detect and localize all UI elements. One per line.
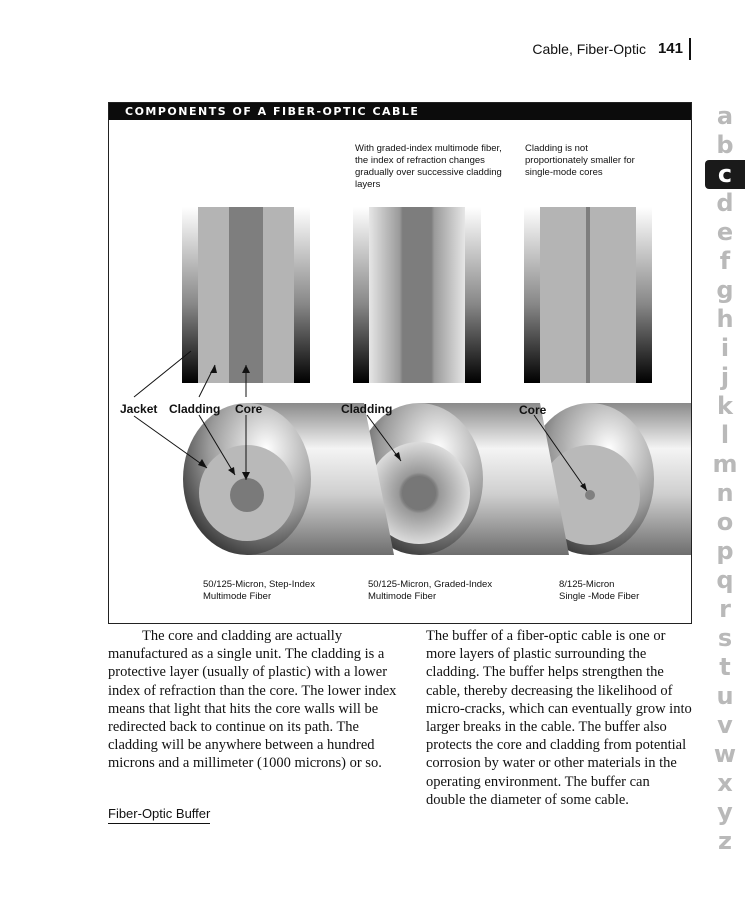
graded-index-caption: With graded-index multimode fiber, the index of refraction changes gradually over successive cladding layers (355, 143, 502, 190)
thumb-letter-p: p (716, 537, 734, 565)
thumb-letter-h: h (716, 305, 734, 333)
running-head-title: Cable, Fiber-Optic (532, 41, 646, 57)
single-mode-core-label: Core (519, 403, 547, 417)
graded-index-fiber-caption: 50/125-Micron, Graded-Index Multimode Fiber (368, 579, 493, 602)
alphabet-thumb-index (705, 102, 745, 856)
right-column (426, 627, 692, 809)
thumb-letter-d: d (716, 189, 734, 217)
body-paragraph-left: The core and cladding are actually manufactured as a single unit. The cladding is a protective layer (usually of plastic) with a lower index of refraction than the core. The lower index means that light that hits the core walls will be redirected back to continue on its path. The cladding will be anywhere between a hundred microns and a millimeter (1000 microns) or so. (108, 628, 397, 772)
running-head (532, 38, 691, 60)
body-paragraph-right: The buffer of a fiber-optic cable is one or more layers of plastic surrounding the cladding. The buffer helps strengthen the cable, thereby decreasing the likelihood of micro-cracks, which can eventually grow into larger breaks in the cable. The buffer also protects the core and cladding from potential corrosion by water or other materials in the operating environment. The buffer can double the diameter of some cable. (426, 628, 692, 808)
thumb-letter-t: t (719, 653, 731, 681)
thumb-letter-z: z (718, 827, 732, 855)
thumb-letter-k: k (717, 392, 733, 420)
thumb-letter-u: u (716, 682, 734, 710)
thumb-letter-q: q (716, 566, 734, 594)
figure-title: COMPONENTS OF A FIBER-OPTIC CABLE (109, 103, 691, 120)
thumb-letter-r: r (719, 595, 731, 623)
step-index-fiber-caption: 50/125-Micron, Step-Index Multimode Fiber (203, 579, 315, 602)
cladding-label: Cladding (169, 402, 221, 416)
thumb-letter-g: g (716, 276, 734, 304)
thumb-letter-w: w (713, 740, 737, 768)
thumb-letter-y: y (717, 798, 733, 826)
thumb-letter-j: j (720, 363, 730, 391)
fiber-optic-figure (108, 102, 692, 624)
thumb-letter-v: v (717, 711, 733, 739)
single-mode-fiber-caption: 8/125-Micron Single -Mode Fiber (559, 579, 640, 602)
page-number: 141 (658, 38, 691, 60)
thumb-letter-i: i (720, 334, 730, 362)
thumb-letter-x: x (717, 769, 733, 797)
thumb-letter-e: e (716, 218, 734, 246)
thumb-letter-f: f (719, 247, 731, 275)
thumb-letter-o: o (716, 508, 734, 536)
single-mode-caption: Cladding is not proportionately smaller for single-mode cores (525, 143, 635, 178)
single-mode-section (524, 207, 652, 383)
thumb-letter-a: a (716, 102, 734, 130)
graded-index-section (353, 207, 481, 383)
thumb-letter-s: s (717, 624, 733, 652)
thumb-letter-n: n (716, 479, 734, 507)
section-subheading: Fiber-Optic Buffer (108, 806, 210, 824)
thumb-letter-l: l (720, 421, 730, 449)
left-column (108, 627, 400, 773)
step-index-section (182, 207, 310, 383)
thumb-letter-b: b (716, 131, 734, 159)
step-index-cylinder (183, 403, 394, 555)
graded-cladding-label: Cladding (341, 402, 393, 416)
jacket-label: Jacket (120, 402, 158, 416)
core-label: Core (235, 402, 263, 416)
thumb-letter-m: m (712, 450, 738, 478)
thumb-letter-c: c (705, 160, 745, 189)
